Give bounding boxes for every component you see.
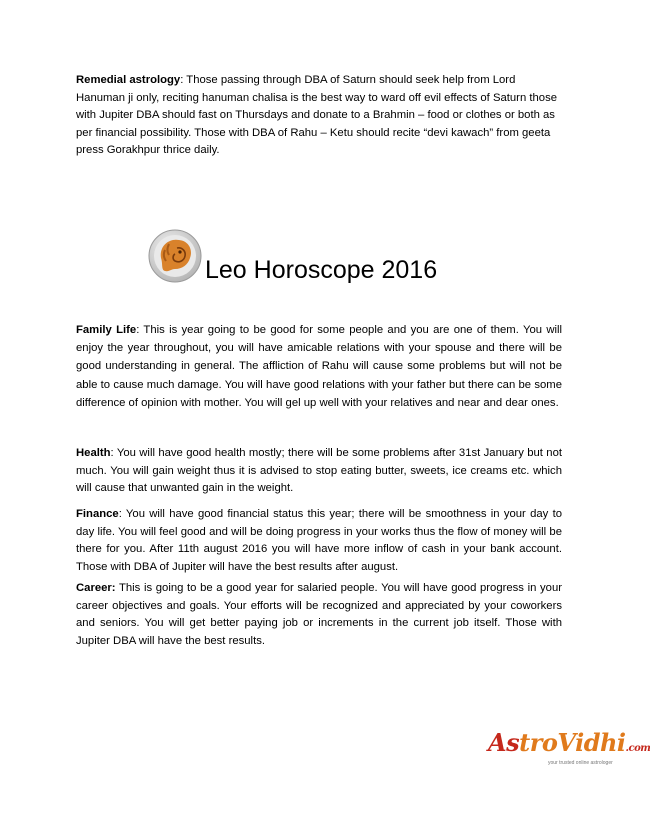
finance-label: Finance [76, 508, 119, 520]
remedial-astrology-paragraph [76, 72, 562, 160]
family-life-label: Family Life [76, 324, 137, 336]
finance-text: : You will have good financial status this year; there will be smoothness in your day to day life. You will feel good and will be doing progress in your works thus the flow of money will be there for you. After 11th august 2016 you will have more inflow of cash in your bank account. Those with DBA of Jupiter will have the best results after august. [76, 508, 562, 573]
brand-name-part-a: As [488, 728, 520, 757]
health-paragraph [76, 445, 562, 498]
brand-suffix: .com [625, 743, 650, 754]
brand-tagline: your trusted online astrologer [548, 760, 613, 766]
career-label: Career: [76, 582, 116, 594]
astrovidhi-logo [488, 728, 650, 784]
family-life-text: : This is year going to be good for some people and you are one of them. You will enjoy the year throughout, you will have amicable relations with your spouse and there will be good understanding in general. The affliction of Rahu will cause some problems but will not be able to cause much damage. You will have good relations with your father but there can be some difference of opinion with mother. You will gel up well with your relatives and near and dear ones. [76, 324, 563, 409]
brand-name-part-b: troVidhi [519, 728, 626, 757]
brand-name [488, 728, 650, 757]
health-label: Health [76, 447, 111, 459]
family-life-paragraph [76, 321, 562, 412]
career-text: This is going to be a good year for salaried people. You will have good progress in your career objectives and goals. Your efforts will be recognized and appreciated by your coworkers and seniors. You will get better paying job or increments in the current job itself. Those with Jupiter DBA will have the best results. [76, 582, 562, 647]
health-text: : You will have good health mostly; there will be some problems after 31st January but not much. You will gain weight thus it is advised to stop eating butter, sweets, ice creams etc. which will cause that unwanted gain in the weight. [76, 447, 562, 495]
career-paragraph [76, 580, 562, 650]
leo-zodiac-icon [147, 228, 203, 284]
page-title: Leo Horoscope 2016 [205, 256, 438, 284]
title-block [147, 228, 547, 288]
remedial-astrology-text: : Those passing through DBA of Saturn should seek help from Lord Hanuman ji only, reciting hanuman chalisa is the best way to ward off evil effects of Saturn those with Jupiter DBA should fast on Thursdays and donate to a Brahmin – food or clothes or both as per financial possibility. Those with DBA of Rahu – Ketu should recite “devi kawach” from geeta press Gorakhpur thrice daily. [76, 74, 558, 157]
finance-paragraph [76, 506, 562, 576]
remedial-astrology-label: Remedial astrology [76, 74, 181, 86]
